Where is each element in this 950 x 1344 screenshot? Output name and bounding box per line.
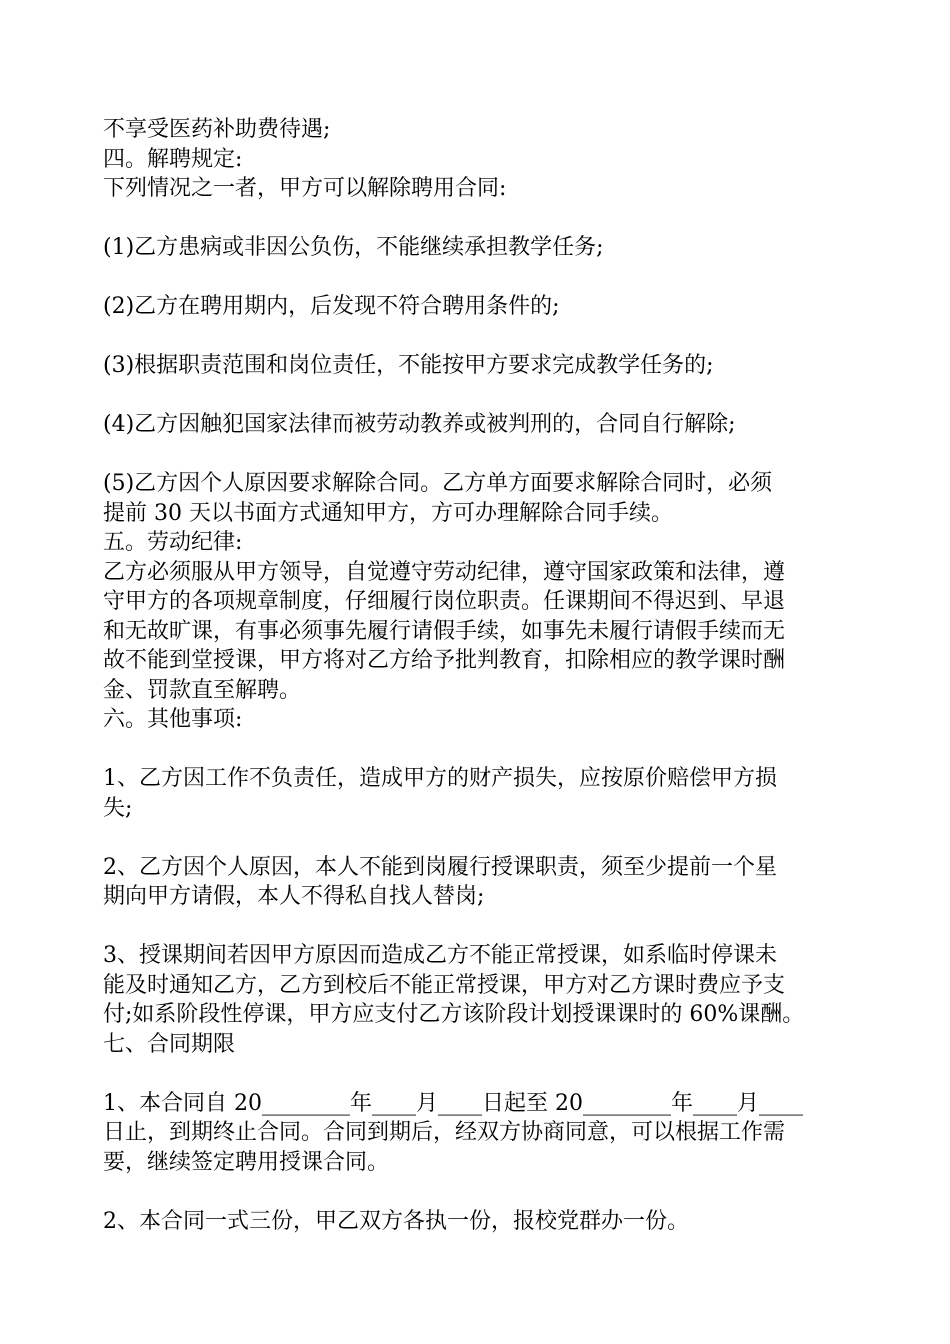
- text-line: 1、乙方因工作不负责任，造成甲方的财产损失，应按原价赔偿甲方损: [103, 766, 777, 791]
- text-line: 五。劳动纪律:: [103, 530, 243, 555]
- blank-line: [103, 263, 853, 293]
- blank-line: [103, 1059, 853, 1089]
- text-line: 乙方必须服从甲方领导，自觉遵守劳动纪律，遵守国家政策和法律，遵: [103, 559, 786, 585]
- text-line: (3)根据职责范围和岗位责任，不能按甲方要求完成教学任务的;: [103, 353, 714, 378]
- blank-line: [103, 735, 853, 765]
- text-line: 失;: [103, 795, 133, 821]
- text-line: 不享受医药补助费待遇;: [103, 117, 331, 142]
- blank-line: [103, 204, 853, 234]
- text-line: (2)乙方在聘用期内，后发现不符合聘用条件的;: [103, 294, 560, 319]
- text-line: 2、乙方因个人原因，本人不能到岗履行授课职责，须至少提前一个星: [103, 854, 777, 880]
- text-line: 四。解聘规定:: [103, 146, 243, 172]
- text-line: 下列情况之一者，甲方可以解除聘用合同:: [103, 176, 507, 201]
- text-line: (1)乙方患病或非因公负伤，不能继续承担教学任务;: [103, 235, 604, 260]
- text-line: 和无故旷课，有事必须事先履行请假手续，如事先未履行请假手续而无: [103, 618, 786, 644]
- text-line: 日止，到期终止合同。合同到期后，经双方协商同意，可以根据工作需: [103, 1120, 786, 1145]
- contract-text: [103, 115, 853, 1236]
- text-line: 1、本合同自 20________年____月____日起至 20________年____月____: [103, 1090, 803, 1116]
- text-line: 要，继续签定聘用授课合同。: [103, 1149, 390, 1175]
- text-line: 守甲方的各项规章制度，仔细履行岗位职责。任课期间不得迟到、早退: [103, 589, 786, 614]
- text-line: 金、罚款直至解聘。: [103, 677, 302, 703]
- text-line: 能及时通知乙方，乙方到校后不能正常授课，甲方对乙方课时费应予支: [103, 972, 786, 998]
- blank-line: [103, 381, 853, 411]
- text-line: 2、本合同一式三份，甲乙双方各执一份，报校党群办一份。: [103, 1208, 689, 1234]
- text-line: 七、合同期限: [103, 1031, 236, 1057]
- blank-line: [103, 1177, 853, 1207]
- text-line: 提前 30 天以书面方式通知甲方，方可办理解除合同手续。: [103, 500, 673, 526]
- blank-line: [103, 912, 853, 942]
- blank-line: [103, 823, 853, 853]
- blank-line: [103, 440, 853, 470]
- blank-line: [103, 322, 853, 352]
- text-line: 期向甲方请假，本人不得私自找人替岗;: [103, 884, 485, 909]
- text-line: 故不能到堂授课，甲方将对乙方给予批判教育，扣除相应的教学课时酬: [103, 648, 786, 673]
- text-line: (5)乙方因个人原因要求解除合同。乙方单方面要求解除合同时，必须: [103, 471, 773, 496]
- text-line: 3、授课期间若因甲方原因而造成乙方不能正常授课，如系临时停课未: [103, 943, 777, 968]
- text-line: (4)乙方因触犯国家法律而被劳动教养或被判刑的，合同自行解除;: [103, 412, 736, 437]
- text-line: 六。其他事项:: [103, 707, 243, 732]
- text-line: 付;如系阶段性停课，甲方应支付乙方该阶段计划授课课时的 60%课酬。: [103, 1002, 805, 1027]
